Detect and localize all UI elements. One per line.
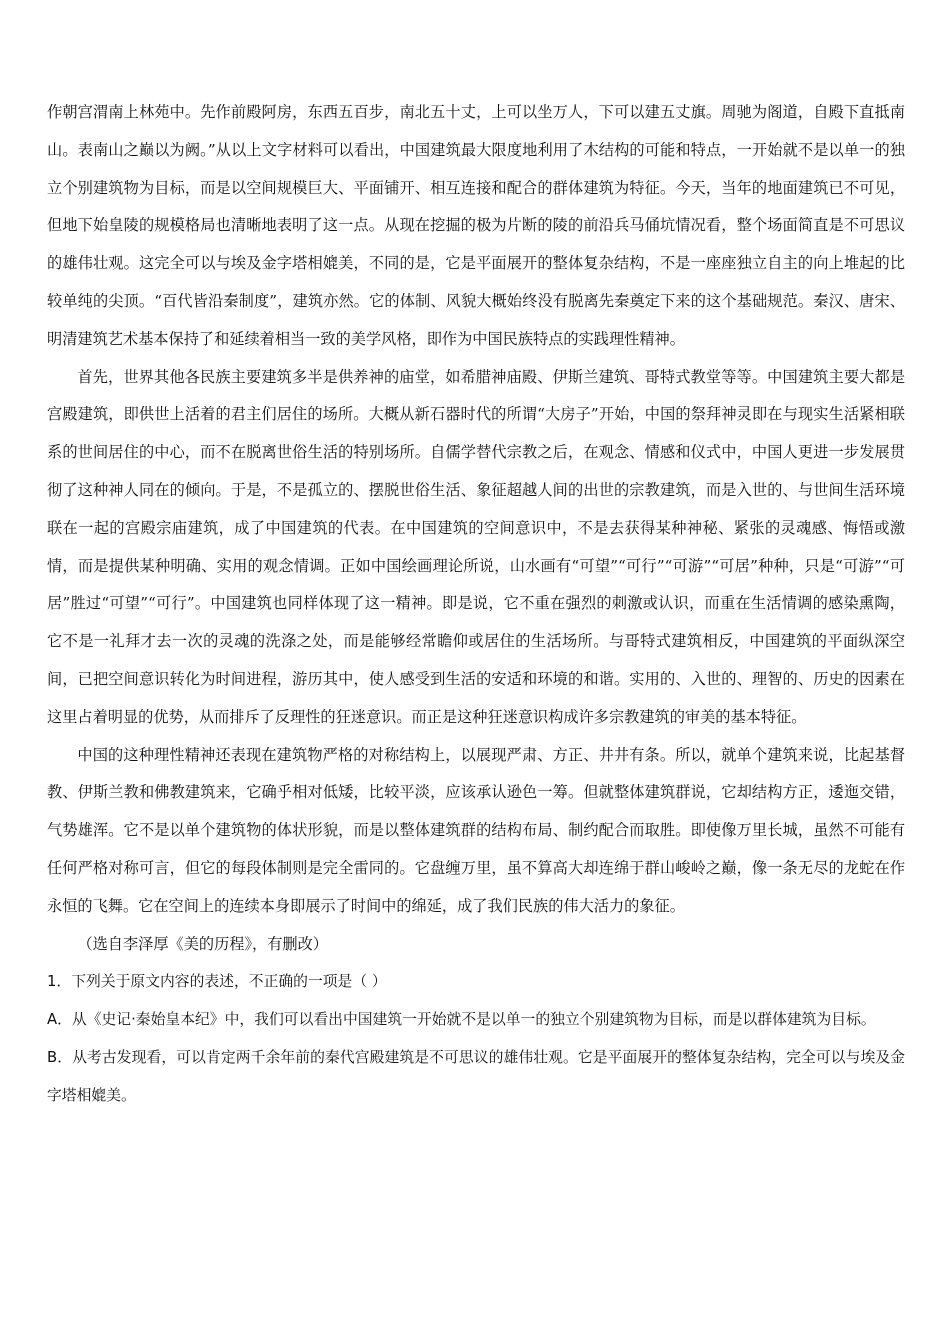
- option-b: B．从考古发现看，可以肯定两千余年前的秦代宫殿建筑是不可思议的雄伟壮观。它是平面展开的整体复杂结构，完全可以与埃及金字塔相媲美。: [47, 1048, 905, 1104]
- passage-paragraph-2: 首先，世界其他各民族主要建筑多半是供养神的庙堂，如希腊神庙殿、伊斯兰建筑、哥特式教堂等等。中国建筑主要大都是宫殿建筑，即供世上活着的君主们居住的场所。大概从新石器时代的所谓“大房子”开始，中国的祭拜神灵即在与现实生活紧相联系的世间居住的中心，而不在脱离世俗生活的特别场所。自儒学替代宗教之后，在观念、情感和仪式中，中国人更进一步发展贯彻了这种神人同在的倾向。于是，不是孤立的、摆脱世俗生活、象征超越人间的出世的宗教建筑，而是入世的、与世间生活环境联在一起的宫殿宗庙建筑，成了中国建筑的代表。在中国建筑的空间意识中，不是去获得某种神秘、紧张的灵魂感、悔悟或激情，而是提供某种明确、实用的观念情调。正如中国绘画理论所说，山水画有“可望”“可行”“可游”“可居”种种，只是“可游”“可居”胜过“可望”“可行”。中国建筑也同样体现了这一精神。即是说，它不重在强烈的刺激或认识，而重在生活情调的感染熏陶，它不是一礼拜才去一次的灵魂的洗涤之处，而是能够经常瞻仰或居住的生活场所。与哥特式建筑相反，中国建筑的平面纵深空间，已把空间意识转化为时间进程，游历其中，使人感受到生活的安适和环境的和谐。实用的、入世的、理智的、历史的因素在这里占着明显的优势，从而排斥了反理性的狂迷意识。而正是这种狂迷意识构成许多宗教建筑的审美的基本特征。: [47, 367, 905, 726]
- passage-source: （选自李泽厚《美的历程》，有删改）: [77, 934, 328, 953]
- question-stem: 1．下列关于原文内容的表述，不正确的一项是（ ）: [47, 973, 387, 991]
- option-a: A．从《史记·秦始皇本纪》中，我们可以看出中国建筑一开始就不是以单一的独立个别建筑物为目标，而是以群体建筑为目标。: [47, 1011, 876, 1029]
- passage-paragraph-1: 作朝宫渭南上林苑中。先作前殿阿房，东西五百步，南北五十丈，上可以坐万人，下可以建五丈旗。周驰为阁道，自殿下直抵南山。表南山之巅以为阙。”从以上文字材料可以看出，中国建筑最大限度地利用了木结构的可能和特点，一开始就不是以单一的独立个别建筑物为目标，而是以空间规模巨大、平面铺开、相互连接和配合的群体建筑为特征。今天，当年的地面建筑已不可见，但地下始皇陵的规模格局也清晰地表明了这一点。从现在挖掘的极为片断的陵的前沿兵马俑坑情况看，整个场面简直是不可思议的雄伟壮观。这完全可以与埃及金字塔相媲美，不同的是，它是平面展开的整体复杂结构，不是一座座独立自主的向上堆起的比较单纯的尖顶。“百代皆沿秦制度”，建筑亦然。它的体制、风貌大概始终没有脱离先秦奠定下来的这个基础规范。秦汉、唐宋、明清建筑艺术基本保持了和延续着相当一致的美学风格，即作为中国民族特点的实践理性精神。: [47, 103, 905, 348]
- document-page: [47, 94, 905, 1115]
- passage-paragraph-3: 中国的这种理性精神还表现在建筑物严格的对称结构上，以展现严肃、方正、井井有条。所以，就单个建筑来说，比起基督教、伊斯兰教和佛教建筑来，它确乎相对低矮，比较平淡，应该承认逊色一筹。但就整体建筑群说，它却结构方正，逶迤交错，气势雄浑。它不是以单个建筑物的体状形貌，而是以整体建筑群的结构布局、制约配合而取胜。即使像万里长城，虽然不可能有任何严格对称可言，但它的每段体制则是完全雷同的。它盘缠万里，虽不算高大却连绵于群山峻岭之巅，像一条无尽的龙蛇在作永恒的飞舞。它在空间上的连续本身即展示了时间中的绵延，成了我们民族的伟大活力的象征。: [47, 745, 905, 915]
